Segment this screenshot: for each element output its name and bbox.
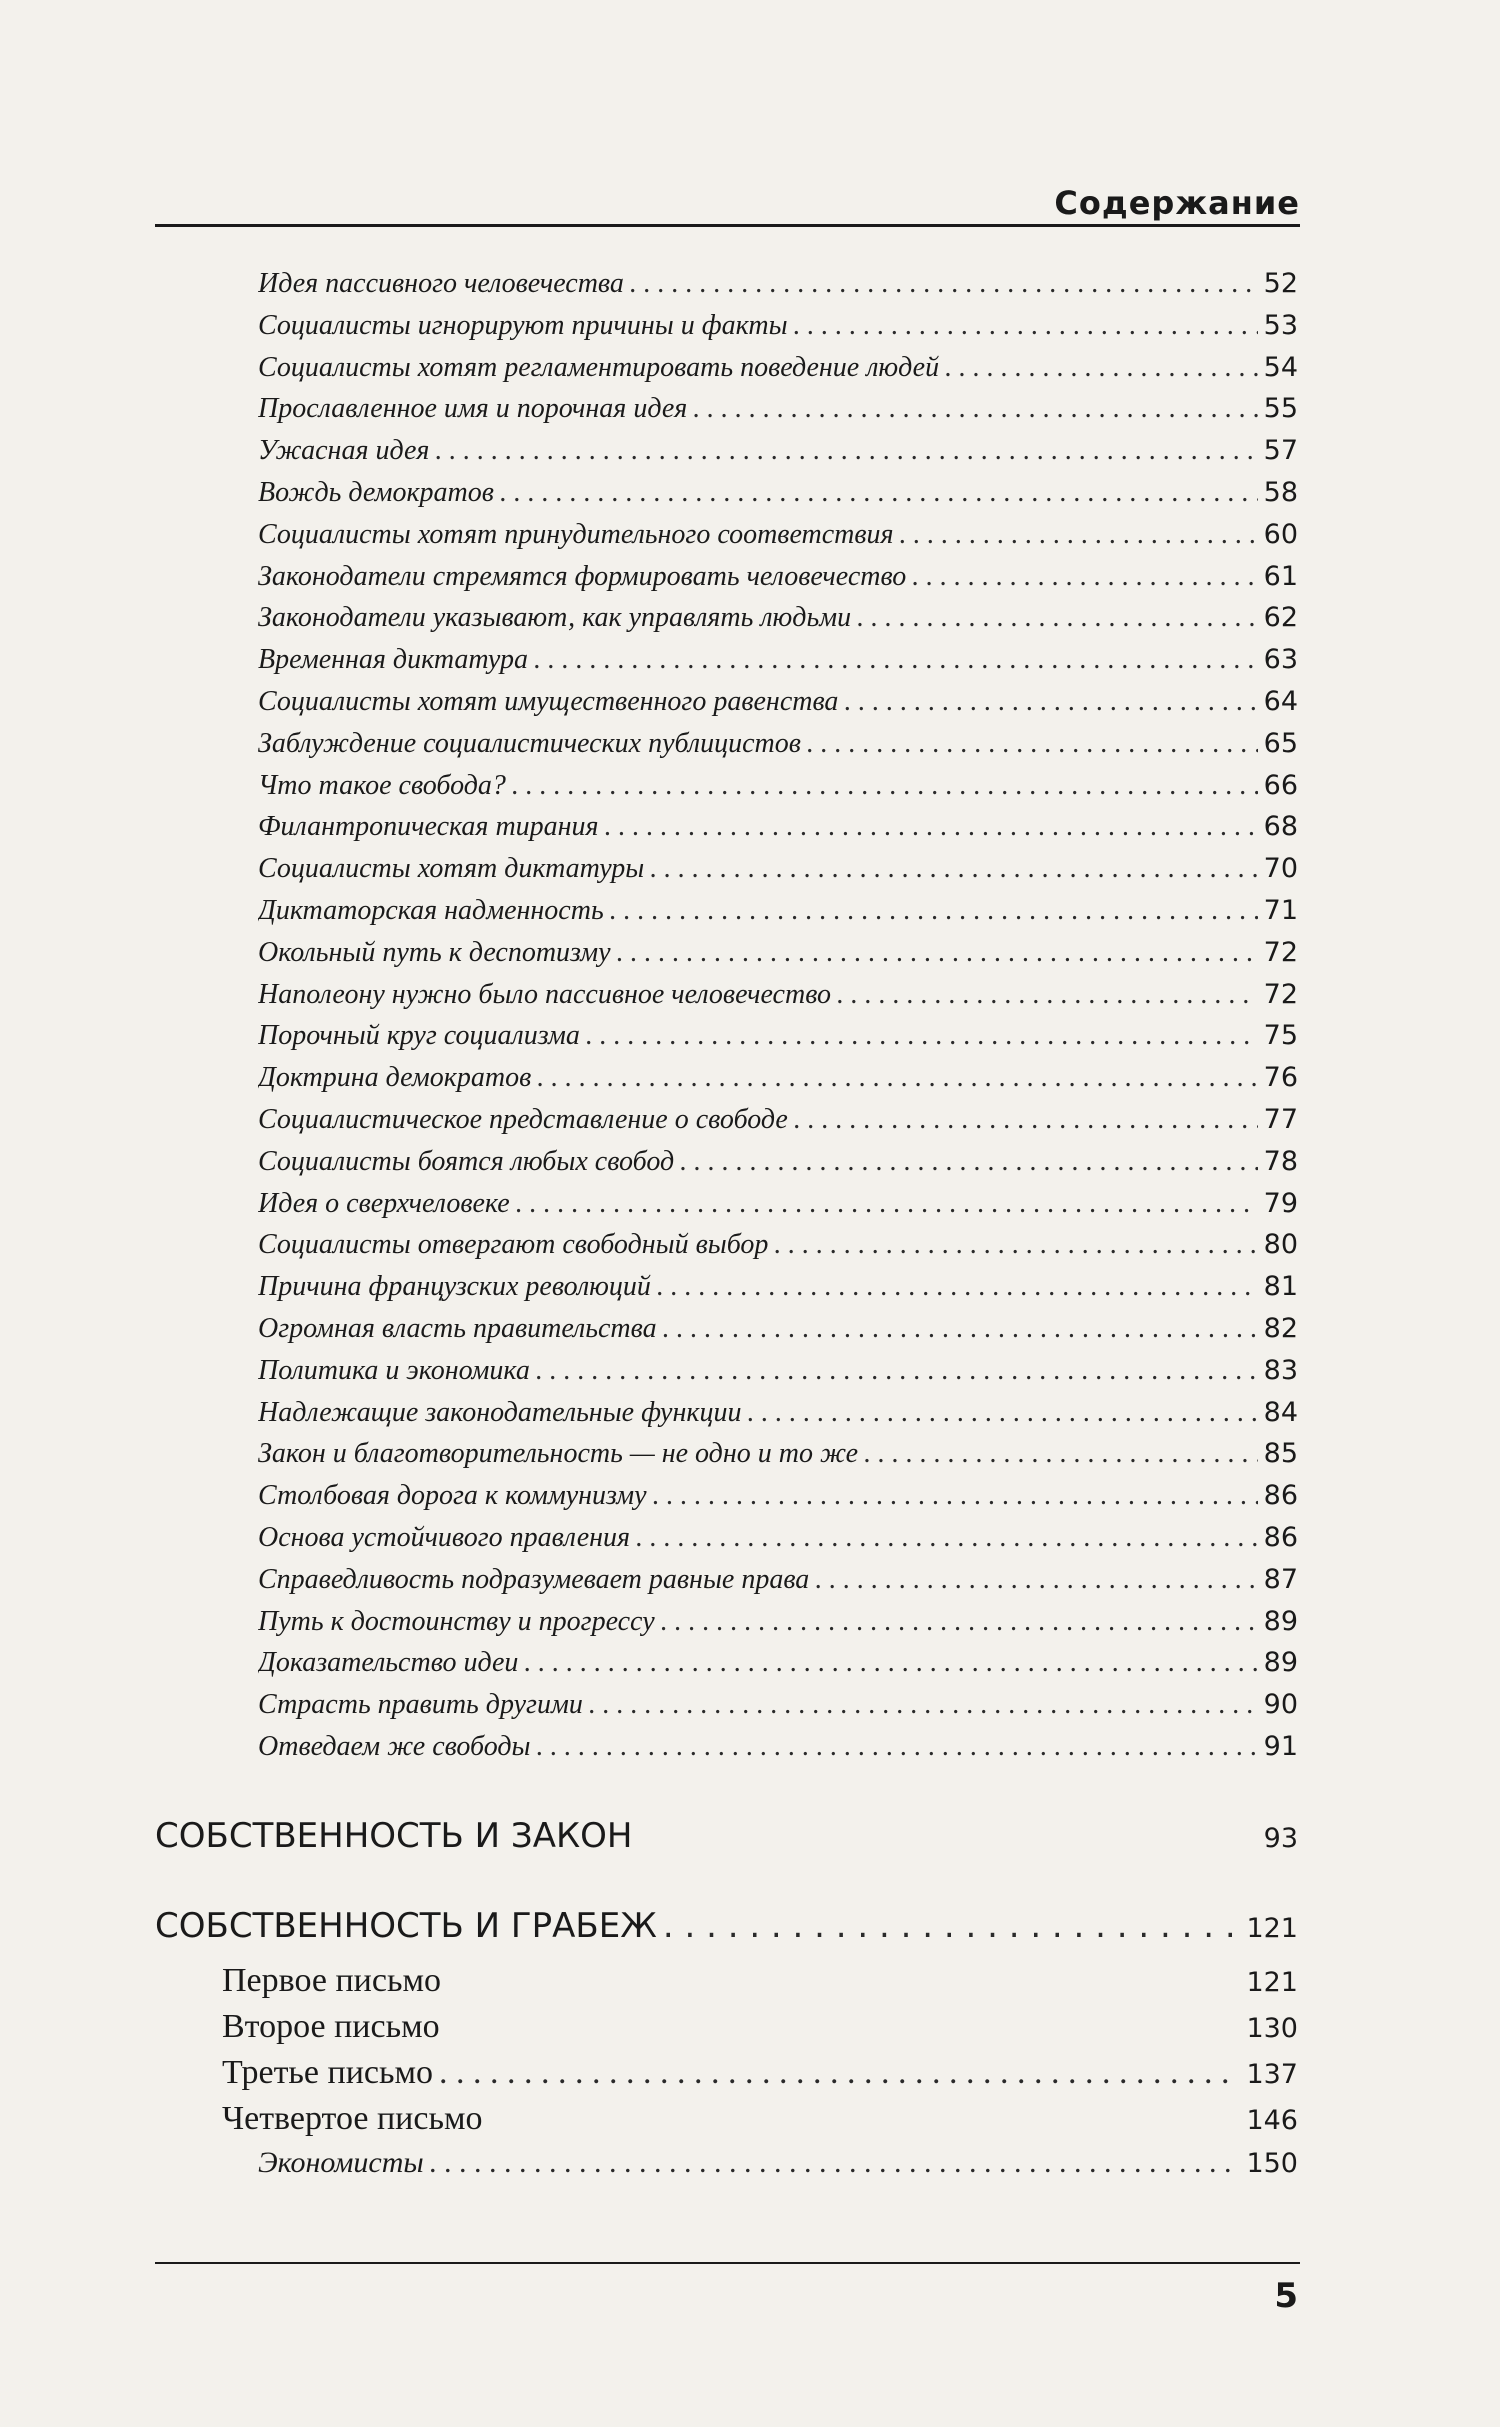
toc-entry-page: 83 bbox=[1263, 1355, 1298, 1386]
toc-entry bbox=[258, 352, 1298, 392]
toc-entry bbox=[258, 1313, 1298, 1353]
toc-entry bbox=[258, 895, 1298, 935]
running-header bbox=[155, 170, 1300, 226]
toc-entry bbox=[258, 1271, 1298, 1311]
toc-entry-title: Наполеону нужно было пассивное человечество bbox=[258, 979, 831, 1010]
toc-entry-title: Основа устойчивого правления bbox=[258, 1522, 631, 1553]
toc-entry-page: 55 bbox=[1263, 393, 1298, 424]
dot-leader bbox=[439, 2054, 1240, 2092]
toc-entry bbox=[258, 853, 1298, 893]
footer-rule bbox=[155, 2262, 1300, 2264]
dot-leader bbox=[945, 352, 1258, 384]
toc-entry-title: Социалисты отвергают свободный выбор bbox=[258, 1229, 769, 1260]
toc-entry-title: Временная диктатура bbox=[258, 644, 528, 675]
toc-entry bbox=[258, 435, 1298, 475]
toc-entry-page: 58 bbox=[1263, 477, 1298, 508]
dot-leader bbox=[844, 686, 1257, 718]
toc-entry-title: Социалисты хотят регламентировать поведение людей bbox=[258, 352, 940, 383]
toc-entry-page: 53 bbox=[1263, 310, 1298, 341]
toc-entry-page: 68 bbox=[1263, 811, 1298, 842]
toc-entry-title: СОБСТВЕННОСТЬ И ГРАБЕЖ bbox=[155, 1906, 657, 1946]
toc-entry-title: Окольный путь к деспотизму bbox=[258, 937, 611, 968]
toc-entry-title: Социалистическое представление о свободе bbox=[258, 1104, 788, 1135]
toc-entry bbox=[258, 644, 1298, 684]
toc-entry bbox=[258, 1522, 1298, 1562]
toc-entry-title: Политика и экономика bbox=[258, 1355, 530, 1386]
toc-entry-title: Третье письмо bbox=[222, 2054, 434, 2091]
dot-leader bbox=[864, 1438, 1258, 1470]
toc-entry bbox=[258, 811, 1298, 851]
toc-entry bbox=[258, 1438, 1298, 1478]
toc-entry bbox=[258, 686, 1298, 726]
dot-leader bbox=[589, 1689, 1258, 1721]
toc-entry-page: 85 bbox=[1263, 1438, 1298, 1469]
toc-entry-page: 82 bbox=[1263, 1313, 1298, 1344]
toc-letter bbox=[222, 2054, 1298, 2098]
toc-entry-page: 72 bbox=[1263, 937, 1298, 968]
toc-entry bbox=[258, 1020, 1298, 1060]
toc-letter-sub bbox=[258, 2146, 1298, 2190]
dot-leader bbox=[663, 1313, 1258, 1345]
toc-entry-title: Справедливость подразумевает равные права bbox=[258, 1564, 810, 1595]
toc-entry-title: Социалисты хотят имущественного равенства bbox=[258, 686, 839, 717]
toc-entry bbox=[258, 1146, 1298, 1186]
dot-leader bbox=[837, 979, 1258, 1011]
toc-entry bbox=[258, 1564, 1298, 1604]
header-rule bbox=[155, 224, 1300, 227]
toc-entry-title: Заблуждение социалистических публицистов bbox=[258, 728, 801, 759]
toc-entry-page: 81 bbox=[1263, 1271, 1298, 1302]
toc-entry-title: Социалисты игнорируют причины и факты bbox=[258, 310, 788, 341]
toc-entry-title: Диктаторская надменность bbox=[258, 895, 604, 926]
toc-entry-page: 72 bbox=[1263, 979, 1298, 1010]
dot-leader bbox=[516, 1188, 1258, 1220]
toc-entry-title: Отведаем же свободы bbox=[258, 1731, 531, 1762]
toc-entry bbox=[258, 1606, 1298, 1646]
toc-entry-page: 137 bbox=[1246, 2059, 1298, 2090]
toc-letter bbox=[222, 2008, 1298, 2052]
toc-entry bbox=[258, 1731, 1298, 1771]
toc-entry-page: 91 bbox=[1263, 1731, 1298, 1762]
toc-section bbox=[155, 1906, 1298, 1958]
toc-entry-page: 76 bbox=[1263, 1062, 1298, 1093]
toc-entry bbox=[258, 1229, 1298, 1269]
dot-leader bbox=[524, 1647, 1257, 1679]
header-title: Содержание bbox=[1054, 184, 1300, 222]
toc-entry-page: 52 bbox=[1263, 268, 1298, 299]
dot-leader bbox=[586, 1020, 1258, 1052]
toc-entry bbox=[258, 979, 1298, 1019]
toc-entry-title: Экономисты bbox=[258, 2146, 424, 2179]
toc-section bbox=[155, 1816, 1298, 1868]
toc-entry-page: 150 bbox=[1246, 2148, 1298, 2179]
toc-entry-title: Вождь демократов bbox=[258, 477, 494, 508]
toc-entry bbox=[258, 1647, 1298, 1687]
dot-leader bbox=[610, 895, 1258, 927]
toc-entry-page: 64 bbox=[1263, 686, 1298, 717]
toc-entry-page: 62 bbox=[1263, 602, 1298, 633]
dot-leader bbox=[650, 853, 1257, 885]
toc-entry bbox=[258, 602, 1298, 642]
dot-leader bbox=[794, 1104, 1258, 1136]
toc-entry-title: Второе письмо bbox=[222, 2008, 440, 2045]
toc-entry-title: Филантропическая тирания bbox=[258, 811, 599, 842]
toc-entry bbox=[258, 770, 1298, 810]
dot-leader bbox=[430, 2146, 1241, 2180]
toc-entry-page: 57 bbox=[1263, 435, 1298, 466]
toc-entry bbox=[258, 728, 1298, 768]
toc-entry-page: 61 bbox=[1263, 561, 1298, 592]
toc-entry-page: 65 bbox=[1263, 728, 1298, 759]
toc-entry-page: 71 bbox=[1263, 895, 1298, 926]
toc-entry-title: Доктрина демократов bbox=[258, 1062, 532, 1093]
toc-entry-page: 63 bbox=[1263, 644, 1298, 675]
toc-entry-page: 90 bbox=[1263, 1689, 1298, 1720]
toc-entry bbox=[258, 561, 1298, 601]
toc-entry-title: Законодатели указывают, как управлять людьми bbox=[258, 602, 852, 633]
dot-leader bbox=[747, 1397, 1257, 1429]
toc-entry bbox=[258, 1480, 1298, 1520]
toc-entry-title: Ужасная идея bbox=[258, 435, 430, 466]
dot-leader bbox=[435, 435, 1257, 467]
toc-entry-page: 80 bbox=[1263, 1229, 1298, 1260]
dot-leader bbox=[657, 1271, 1258, 1303]
toc-entry-title: Путь к достоинству и прогрессу bbox=[258, 1606, 655, 1637]
toc-entry-page: 86 bbox=[1263, 1480, 1298, 1511]
toc-entry bbox=[258, 268, 1298, 308]
toc-entry-title: СОБСТВЕННОСТЬ И ЗАКОН bbox=[155, 1816, 633, 1856]
toc-entry bbox=[258, 1104, 1298, 1144]
dot-leader bbox=[534, 644, 1258, 676]
toc-entry-title: Закон и благотворительность — не одно и то же bbox=[258, 1438, 859, 1469]
toc-entry-title: Доказательство идеи bbox=[258, 1647, 519, 1678]
dot-leader bbox=[900, 519, 1258, 551]
dot-leader bbox=[857, 602, 1258, 634]
toc-entry-page: 121 bbox=[1246, 1967, 1298, 1998]
toc-entry-page: 77 bbox=[1263, 1104, 1298, 1135]
toc-entry-title: Четвертое письмо bbox=[222, 2100, 483, 2137]
toc-entry bbox=[258, 1397, 1298, 1437]
dot-leader bbox=[912, 561, 1257, 593]
dot-leader bbox=[693, 393, 1257, 425]
toc-entry-title: Прославленное имя и порочная идея bbox=[258, 393, 688, 424]
toc-entry-page: 89 bbox=[1263, 1606, 1298, 1637]
toc-entry-title: Социалисты хотят диктатуры bbox=[258, 853, 645, 884]
toc-entry-title: Социалисты боятся любых свобод bbox=[258, 1146, 675, 1177]
toc-entry-title: Надлежащие законодательные функции bbox=[258, 1397, 742, 1428]
toc-entry-title: Идея пассивного человечества bbox=[258, 268, 624, 299]
dot-leader bbox=[500, 477, 1258, 509]
toc-entry-title: Законодатели стремятся формировать человечество bbox=[258, 561, 907, 592]
toc-entry-page: 146 bbox=[1246, 2105, 1298, 2136]
toc-entry-page: 89 bbox=[1263, 1647, 1298, 1678]
dot-leader bbox=[680, 1146, 1258, 1178]
toc-entry-page: 60 bbox=[1263, 519, 1298, 550]
toc-entry-page: 70 bbox=[1263, 853, 1298, 884]
toc-entry-page: 86 bbox=[1263, 1522, 1298, 1553]
dot-leader bbox=[630, 268, 1258, 300]
toc-entry-title: Что такое свобода? bbox=[258, 770, 506, 801]
toc-entry bbox=[258, 1355, 1298, 1395]
toc-entry-title: Порочный круг социализма bbox=[258, 1020, 580, 1051]
dot-leader bbox=[636, 1522, 1258, 1554]
toc-entry-title: Социалисты хотят принудительного соответствия bbox=[258, 519, 894, 550]
page-number: 5 bbox=[1274, 2276, 1298, 2316]
dot-leader bbox=[661, 1606, 1258, 1638]
dot-leader bbox=[536, 1355, 1258, 1387]
toc-letter bbox=[222, 2100, 1298, 2144]
dot-leader bbox=[663, 1906, 1241, 1946]
toc-entry bbox=[258, 1689, 1298, 1729]
dot-leader bbox=[807, 728, 1258, 760]
toc-entry-title: Столбовая дорога к коммунизму bbox=[258, 1480, 647, 1511]
toc-entry bbox=[258, 519, 1298, 559]
toc-entry-title: Первое письмо bbox=[222, 1962, 441, 1999]
toc-entry bbox=[258, 937, 1298, 977]
toc-entry-title: Причина французских революций bbox=[258, 1271, 651, 1302]
dot-leader bbox=[815, 1564, 1257, 1596]
toc-entry-page: 93 bbox=[1263, 1823, 1298, 1854]
dot-leader bbox=[794, 310, 1258, 342]
toc-entry-page: 66 bbox=[1263, 770, 1298, 801]
dot-leader bbox=[774, 1229, 1257, 1261]
toc-entry-title: Огромная власть правительства bbox=[258, 1313, 657, 1344]
toc-entry-page: 75 bbox=[1263, 1020, 1298, 1051]
toc-letter bbox=[222, 1962, 1298, 2006]
toc-entry-title: Идея о сверхчеловеке bbox=[258, 1188, 510, 1219]
toc-entry-page: 79 bbox=[1263, 1188, 1298, 1219]
dot-leader bbox=[617, 937, 1258, 969]
toc-entry-page: 84 bbox=[1263, 1397, 1298, 1428]
dot-leader bbox=[537, 1731, 1258, 1763]
toc-entry-page: 54 bbox=[1263, 352, 1298, 383]
toc-entry-page: 78 bbox=[1263, 1146, 1298, 1177]
dot-leader bbox=[653, 1480, 1258, 1512]
dot-leader bbox=[512, 770, 1258, 802]
dot-leader bbox=[605, 811, 1258, 843]
toc-entry-page: 130 bbox=[1246, 2013, 1298, 2044]
toc-entry bbox=[258, 1062, 1298, 1102]
toc-entry-page: 121 bbox=[1246, 1913, 1298, 1944]
dot-leader bbox=[537, 1062, 1257, 1094]
toc-entry bbox=[258, 310, 1298, 350]
toc-entry bbox=[258, 1188, 1298, 1228]
toc-entry bbox=[258, 393, 1298, 433]
toc-entry bbox=[258, 477, 1298, 517]
toc-entry-title: Страсть править другими bbox=[258, 1689, 583, 1720]
toc-entry-page: 87 bbox=[1263, 1564, 1298, 1595]
